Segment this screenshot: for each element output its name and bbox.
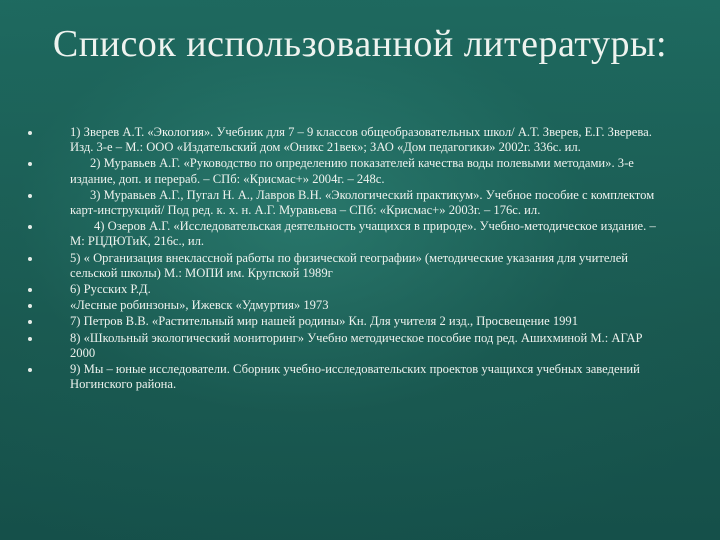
list-item [28,188,668,218]
bibliography-list [28,125,668,393]
list-item [28,314,668,329]
bullet-icon [28,304,32,308]
bullet-icon [28,320,32,324]
bullet-icon [28,288,32,292]
bullet-icon [28,194,32,198]
list-item [28,219,668,249]
page-title: Список использованной литературы: [52,23,668,65]
list-item [28,125,668,155]
list-item-text: 3) Муравьев А.Г., Пугал Н. А., Лавров В.Н. «Экологический практикум». Учебное пособие с комплектом карт-инструкций/ Под ред. к. х. н. А.Г. Муравьева – СПб: «Крисмас+» 2003г. – 176с. ил. [70,187,655,218]
list-item [28,298,668,313]
list-item-text: 1) Зверев А.Т. «Экология». Учебник для 7 – 9 классов общеобразовательных школ/ А.Т. Зверев, Е.Г. Зверева. Изд. 3-е – М.: ООО «Издательский дом «Оникс 21век»; ЗАО «Дом педагогики» 2002г. 336с. ил. [70,125,652,155]
bullet-icon [28,257,32,261]
list-item-text: 6) Русских Р.Д. [70,282,151,297]
list-item-text: 5) « Организация внеклассной работы по физической географии» (методические указания для учителей сельской школы) М.: МОПИ им. Крупской 1989г [70,250,629,280]
list-item-text: 4) Озеров А.Г. «Исследовательская деятельность учащихся в природе». Учебно-методическое издание. –М: РЦДЮТиК, 216с., ил. [70,219,656,249]
bullet-icon [28,368,32,372]
list-item [28,362,668,392]
list-item [28,251,668,281]
list-item [28,282,668,297]
list-item-text: «Лесные робинзоны», Ижевск «Удмуртия» 1973 [70,298,329,313]
bullet-icon [28,162,32,166]
list-item [28,331,668,361]
bullet-icon [28,131,32,135]
bullet-icon [28,225,32,229]
list-item-text: 7) Петров В.В. «Растительный мир нашей родины» Кн. Для учителя 2 изд., Просвещение 1991 [70,314,579,329]
list-item-text: 2) Муравьев А.Г. «Руководство по определению показателей качества воды полевыми методами». 3-е издание, доп. и перераб. – СПб: «Крисмас+» 2004г. – 248с. [70,156,634,186]
bullet-icon [28,337,32,341]
list-item-text: 9) Мы – юные исследователи. Сборник учебно-исследовательских проектов учащихся учебных заведений Ногинского района. [70,362,640,392]
list-item [28,156,668,186]
list-item-text: 8) «Школьный экологический мониторинг» Учебно методическое пособие под ред. Ашихминой М.: АГАР 2000 [70,330,643,360]
